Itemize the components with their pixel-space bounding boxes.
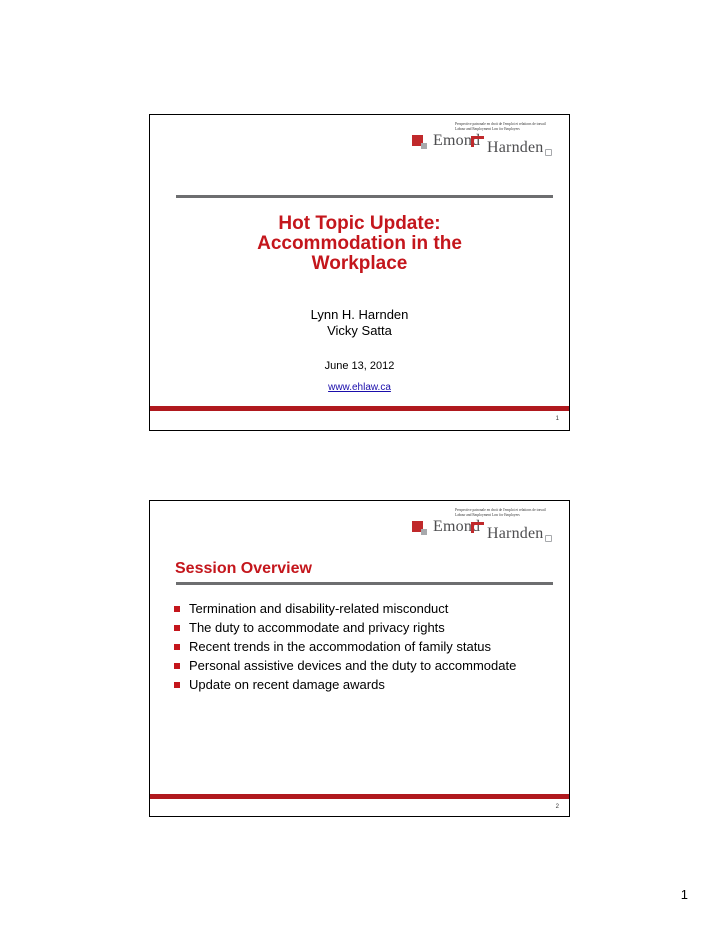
logo-tagline-fr: Perspective patronale en droit de l'emploi et relations de travail — [455, 508, 546, 512]
list-item — [174, 658, 553, 674]
list-item-text: Personal assistive devices and the duty to accommodate — [189, 658, 517, 673]
slide-title — [150, 214, 569, 274]
list-item — [174, 620, 553, 636]
square-bullet-icon — [174, 644, 180, 650]
logo-tagline-en: Labour and Employment Law for Employers — [455, 127, 520, 131]
logo-grey-square-icon — [421, 143, 427, 149]
title-line-2: Accommodation in the — [257, 233, 462, 254]
logo-bracket-icon — [471, 522, 484, 533]
bullet-list — [174, 601, 553, 696]
list-item-text: The duty to accommodate and privacy rights — [189, 620, 445, 635]
footer-bar — [150, 794, 569, 799]
emond-harnden-logo — [405, 507, 565, 547]
logo-mark-icon — [545, 149, 552, 156]
slide-page-number: 1 — [555, 416, 559, 422]
logo-emond: Emond — [433, 518, 481, 535]
emond-harnden-logo — [405, 121, 565, 161]
square-bullet-icon — [174, 625, 180, 631]
list-item — [174, 601, 553, 617]
heading-divider — [176, 582, 553, 585]
presentation-date: June 13, 2012 — [324, 360, 395, 372]
logo-tagline-fr: Perspective patronale en droit de l'emploi et relations de travail — [455, 122, 546, 126]
title-line-1: Hot Topic Update: — [278, 213, 441, 234]
slide-page-number: 2 — [555, 804, 559, 810]
authors — [150, 307, 569, 339]
logo-tagline-en: Labour and Employment Law for Employers — [455, 513, 520, 517]
logo-emond: Emond — [433, 132, 481, 149]
handout-page-number: 1 — [680, 887, 688, 902]
list-item-text: Recent trends in the accommodation of family status — [189, 639, 492, 654]
logo-harnden: Harnden — [487, 139, 544, 156]
author-1: Lynn H. Harnden — [310, 307, 409, 322]
author-2: Vicky Satta — [327, 323, 392, 338]
footer-bar — [150, 406, 569, 411]
logo-harnden: Harnden — [487, 525, 544, 542]
slide-1 — [149, 114, 570, 431]
logo-mark-icon — [545, 535, 552, 542]
list-item — [174, 677, 553, 693]
title-line-3: Workplace — [311, 253, 408, 274]
list-item-text: Update on recent damage awards — [189, 677, 385, 692]
square-bullet-icon — [174, 682, 180, 688]
list-item-text: Termination and disability-related misconduct — [189, 601, 449, 616]
slide-heading: Session Overview — [175, 560, 312, 577]
logo-grey-square-icon — [421, 529, 427, 535]
list-item — [174, 639, 553, 655]
slide-2 — [149, 500, 570, 817]
square-bullet-icon — [174, 663, 180, 669]
title-divider — [176, 195, 553, 198]
logo-bracket-icon — [471, 136, 484, 147]
website-link[interactable]: www.ehlaw.ca — [328, 382, 391, 393]
square-bullet-icon — [174, 606, 180, 612]
